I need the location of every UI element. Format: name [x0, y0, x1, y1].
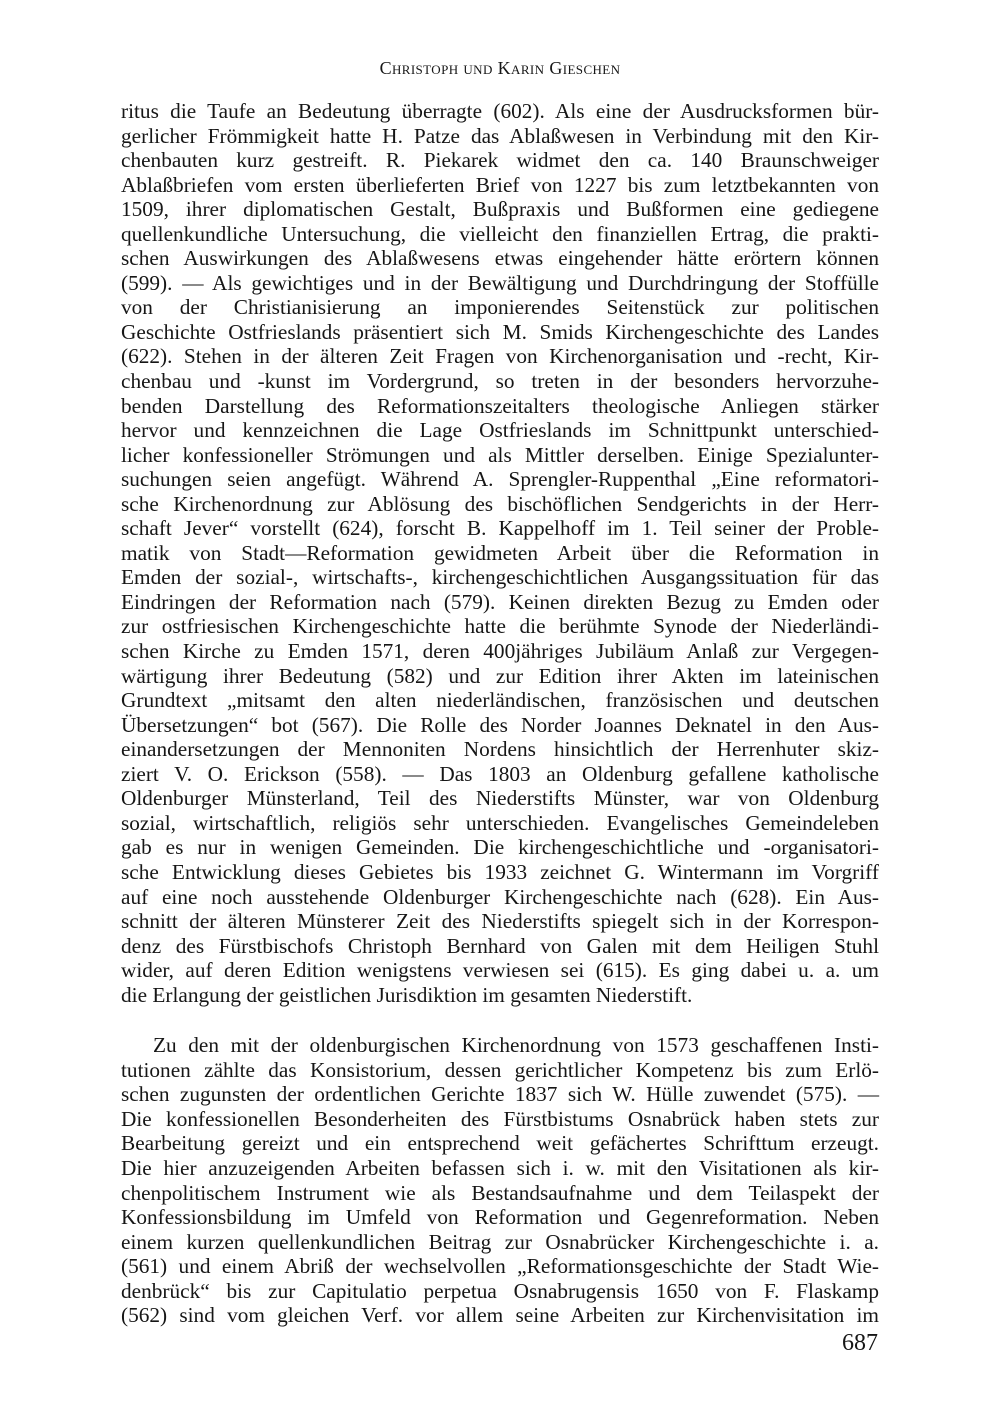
paragraph-1 — [121, 99, 879, 1007]
text-line: zur ostfriesischen Kirchengeschichte hatte die berühmte Synode der Niederländi- — [121, 614, 879, 639]
text-line: tutionen zählte das Konsistorium, dessen gerichtlicher Kompetenz bis zum Erlö- — [121, 1057, 879, 1082]
text-line: einem kurzen quellenkundlichen Beitrag zur Osnabrücker Kirchengeschichte i. a. — [121, 1229, 879, 1254]
text-line: Oldenburger Münsterland, Teil des Niederstifts Münster, war von Oldenburg — [121, 786, 879, 811]
text-line: einandersetzungen der Mennoniten Nordens hinsichtlich der Herrenhuter skiz- — [121, 737, 879, 762]
text-line: ritus die Taufe an Bedeutung überragte (602). Als eine der Ausdrucksformen bür- — [121, 99, 879, 123]
text-line: (599). — Als gewichtiges und in der Bewältigung und Durchdringung der Stoffülle — [121, 270, 879, 295]
text-line: chenbau und -kunst im Vordergrund, so treten in der besonders hervorzuhe- — [121, 369, 879, 394]
text-line: hervor und kennzeichnen die Lage Ostfrieslands im Schnittpunkt unterschied- — [121, 418, 879, 443]
text-line: Geschichte Ostfrieslands präsentiert sich M. Smids Kirchengeschichte des Landes — [121, 319, 879, 344]
text-line: chenpolitischem Instrument wie als Bestandsaufnahme und dem Teilaspekt der — [121, 1180, 879, 1205]
text-line: Eindringen der Reformation nach (579). Keinen direkten Bezug zu Emden oder — [121, 589, 879, 614]
text-line: (562) sind vom gleichen Verf. vor allem seine Arbeiten zur Kirchenvisitation im — [121, 1303, 879, 1328]
text-line: chenbauten kurz gestreift. R. Piekarek widmet den ca. 140 Braunschweiger — [121, 148, 879, 173]
text-line: Grundtext „mitsamt den alten niederländischen, französischen und deutschen — [121, 688, 879, 713]
text-line: (561) und einem Abriß der wechselvollen „Reformationsgeschichte der Stadt Wie- — [121, 1254, 879, 1279]
text-line: 1509, ihrer diplomatischen Gestalt, Bußpraxis und Bußformen eine gediegene — [121, 197, 879, 222]
text-line: Zu den mit der oldenburgischen Kirchenordnung von 1573 geschaffenen Insti- — [153, 1033, 879, 1058]
text-line: gerlicher Frömmigkeit hatte H. Patze das Ablaßwesen in Verbindung mit den Kir- — [121, 123, 879, 148]
page-number: 687 — [842, 1330, 878, 1356]
text-line: auf eine noch ausstehende Oldenburger Kirchengeschichte nach (628). Ein Aus- — [121, 884, 879, 909]
page-body — [121, 99, 879, 1328]
text-line: schen zugunsten der ordentlichen Gerichte 1837 sich W. Hülle zuwendet (575). — — [121, 1082, 879, 1107]
text-line: licher konfessioneller Strömungen und als Mittler derselben. Einige Spezialunter- — [121, 442, 879, 467]
text-line: schaft Jever“ vorstellt (624), forscht B. Kappelhoff im 1. Teil seiner der Proble- — [121, 516, 879, 541]
text-line: denbrück“ bis zur Capitulatio perpetua Osnabrugensis 1650 von F. Flaskamp — [121, 1278, 879, 1303]
text-line: denz des Fürstbischofs Christoph Bernhard von Galen mit dem Heiligen Stuhl — [121, 933, 879, 958]
text-line: gab es nur in wenigen Gemeinden. Die kirchengeschichtliche und -organisatori- — [121, 835, 879, 860]
text-line: Bearbeitung gereizt und ein entsprechend weit gefächertes Schrifttum erzeugt. — [121, 1131, 879, 1156]
text-line: (622). Stehen in der älteren Zeit Fragen von Kirchenorganisation und -recht, Kir- — [121, 344, 879, 369]
text-line: Emden der sozial-, wirtschafts-, kirchengeschichtlichen Ausgangssituation für das — [121, 565, 879, 590]
text-line: schen Kirche zu Emden 1571, deren 400jähriges Jubiläum Anlaß zur Vergegen- — [121, 639, 879, 664]
text-line: sche Kirchenordnung zur Ablösung des bischöflichen Sendgerichts in der Herr- — [121, 491, 879, 516]
text-line: Ablaßbriefen vom ersten überlieferten Brief von 1227 bis zum letztbekannten von — [121, 172, 879, 197]
text-line: von der Christianisierung an imponierendes Seitenstück zur politischen — [121, 295, 879, 320]
text-line: benden Darstellung des Reformationszeitalters theologische Anliegen stärker — [121, 393, 879, 418]
text-line: die Erlangung der geistlichen Jurisdiktion im gesamten Niederstift. — [121, 982, 693, 1007]
running-head: Christoph und Karin Gieschen — [379, 58, 621, 78]
text-line: Übersetzungen“ bot (567). Die Rolle des Norder Joannes Deknatel in den Aus- — [121, 712, 879, 737]
text-line: schen Auswirkungen des Ablaßwesens etwas eingehender hätte erörtern können — [121, 246, 879, 271]
text-line: suchungen seien angefügt. Während A. Sprengler-Ruppenthal „Eine reformatori- — [121, 467, 879, 492]
text-line: sche Entwicklung dieses Gebietes bis 1933 zeichnet G. Wintermann im Vorgriff — [121, 859, 879, 884]
text-line: wider, auf deren Edition wenigstens verwiesen sei (615). Es ging dabei u. a. um — [121, 958, 879, 983]
text-line: ziert V. O. Erickson (558). — Das 1803 an Oldenburg gefallene katholische — [121, 761, 879, 786]
text-line: Die konfessionellen Besonderheiten des Fürstbistums Osnabrück haben stets zur — [121, 1106, 879, 1131]
text-line: wärtigung ihrer Bedeutung (582) und zur Edition ihrer Akten im lateinischen — [121, 663, 879, 688]
text-line: Die hier anzuzeigenden Arbeiten befassen sich i. w. mit den Visitationen als kir- — [121, 1155, 879, 1180]
text-line: quellenkundliche Untersuchung, die vielleicht den finanziellen Ertrag, die prakti- — [121, 221, 879, 246]
text-line: sozial, wirtschaftlich, religiös sehr unterschieden. Evangelisches Gemeindeleben — [121, 810, 879, 835]
paragraph-2 — [121, 1033, 879, 1328]
text-line: matik von Stadt—Reformation gewidmeten Arbeit über die Reformation in — [121, 540, 879, 565]
text-line: Konfessionsbildung im Umfeld von Reformation und Gegenreformation. Neben — [121, 1205, 879, 1230]
text-line: schnitt der älteren Münsterer Zeit des Niederstifts spiegelt sich in der Korrespon- — [121, 909, 879, 934]
